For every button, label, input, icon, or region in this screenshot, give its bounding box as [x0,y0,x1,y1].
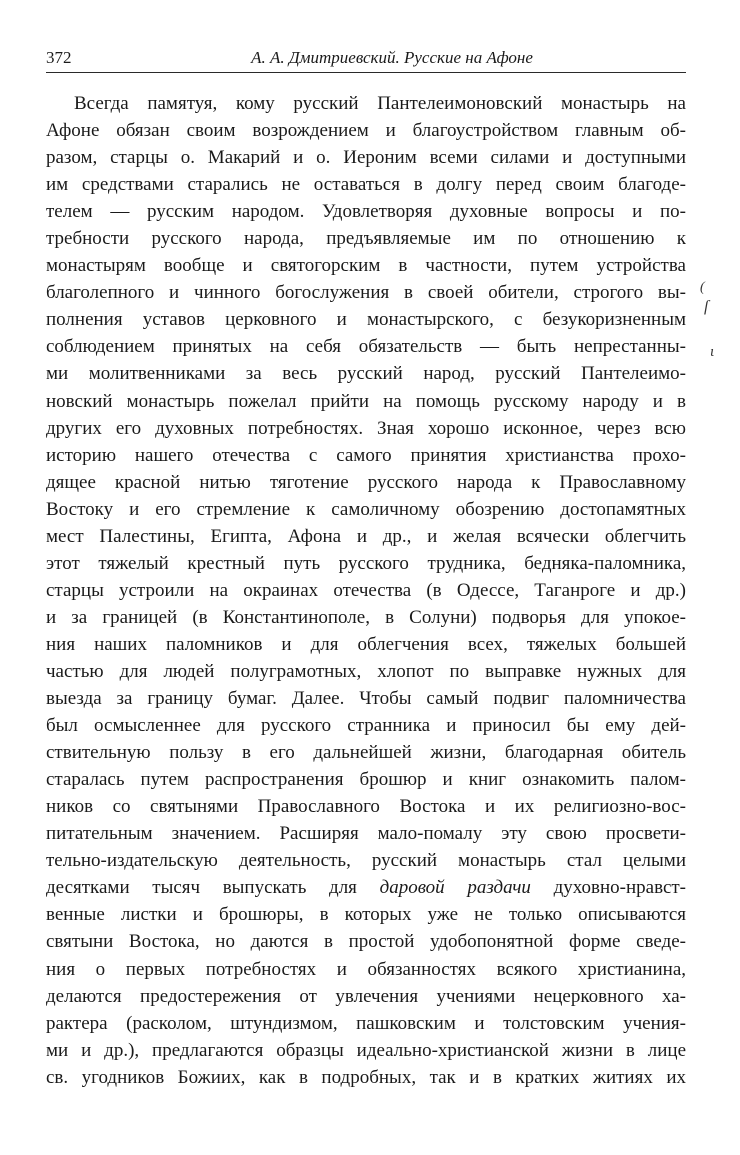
text-line: и за границей (в Константинополе, в Солуни) подворья для упокое- [46,606,686,628]
text-line: ния о первых потребностях и обязанностях всякого христианина, [46,958,686,980]
text-line: этот тяжелый крестный путь русского трудника, бедняка-паломника, [46,552,686,574]
text-line: дящее красной нитью тяготение русского народа к Православному [46,471,686,493]
text-line: ствительную пользу в его дальнейшей жизни, благодарная обитель [46,742,686,764]
text-line: рактера (расколом, штундизмом, пашковским и толстовским учения- [46,1012,686,1034]
text-line: ников со святынями Православного Востока и их религиозно-вос- [46,796,686,818]
text-line: частью для людей полуграмотных, хлопот по выправке нужных для [46,660,686,682]
emphasis-phrase: даровой раздачи [379,877,531,899]
text-line: телем — русским народом. Удовлетворяя духовные вопросы и по- [46,201,686,223]
margin-mark: ſ [704,298,709,315]
text-line: венные листки и брошюры, в которых уже не только описываются [46,904,686,926]
body-paragraph [46,90,686,1091]
text-line: выезда за границу бумаг. Далее. Чтобы самый подвиг паломничества [46,688,686,710]
text-line: требности русского народа, предъявляемые им по отношению к [46,228,686,250]
text-line: благолепного и чинного богослужения в своей обители, строгого вы- [46,282,686,304]
text-line: историю нашего отечества с самого принятия христианства прохо- [46,444,686,466]
text-line: святыни Востока, но даются в простой удобопонятной форме сведе- [46,931,686,953]
text-line: св. угодников Божиих, как в подробных, так и в кратких житиях их [46,1066,686,1088]
text-line: старалась путем распространения брошюр и книг ознакомить палом- [46,769,686,791]
text-line: ми молитвенниками за весь русский народ, русский Пантелеимо- [46,363,686,385]
text-line-with-emphasis [46,874,686,901]
text-line: старцы устроили на окраинах отечества (в Одессе, Таганроге и др.) [46,579,686,601]
margin-mark: ( [700,280,705,295]
text-line: Востоку и его стремление к самоличному обозрению достопамятных [46,498,686,520]
line-start: десятками тысяч выпускать для [46,877,357,899]
text-line: им средствами старались не оставаться в долгу перед своим благоде- [46,174,686,196]
text-line: мест Палестины, Египта, Афона и др., и желая всячески облегчить [46,525,686,547]
text-line: Всегда памятуя, кому русский Пантелеимоновский монастырь на [74,93,686,114]
text-line: Афоне обязан своим возрождением и благоустройством главным об- [46,120,686,142]
text-line: полнения уставов церковного и монастырского, с безукоризненным [46,309,686,331]
text-line: соблюдением принятых на себя обязательств — быть непрестанны- [46,336,686,358]
text-line: ми и др.), предлагаются образцы идеально-христианской жизни в лице [46,1039,686,1061]
margin-mark: ι [710,344,715,360]
text-line: был осмысленнее для русского странника и приносил бы ему дей- [46,715,686,737]
text-line: других его духовных потребностях. Зная хорошо исконное, через всю [46,417,686,439]
text-line: разом, старцы о. Макарий и о. Иероним всеми силами и доступными [46,147,686,169]
text-line: делаются предостережения от увлечения учениями нецерковного ха- [46,985,686,1007]
page-number: 372 [46,48,72,67]
text-line: питательным значением. Расширяя мало-помалу эту свою просвети- [46,823,686,845]
text-line: ния наших паломников и для облегчения всех, тяжелых большей [46,633,686,655]
line-end: духовно-нравст- [553,877,686,899]
text-line: тельно-издательскую деятельность, русский монастырь стал целыми [46,850,686,872]
text-line: новский монастырь пожелал прийти на помощь русскому народу и в [46,390,686,412]
text-line: монастырям вообще и святогорским в частности, путем устройства [46,255,686,277]
running-title: А. А. Дмитриевский. Русские на Афоне [251,48,533,67]
running-header [46,46,686,73]
